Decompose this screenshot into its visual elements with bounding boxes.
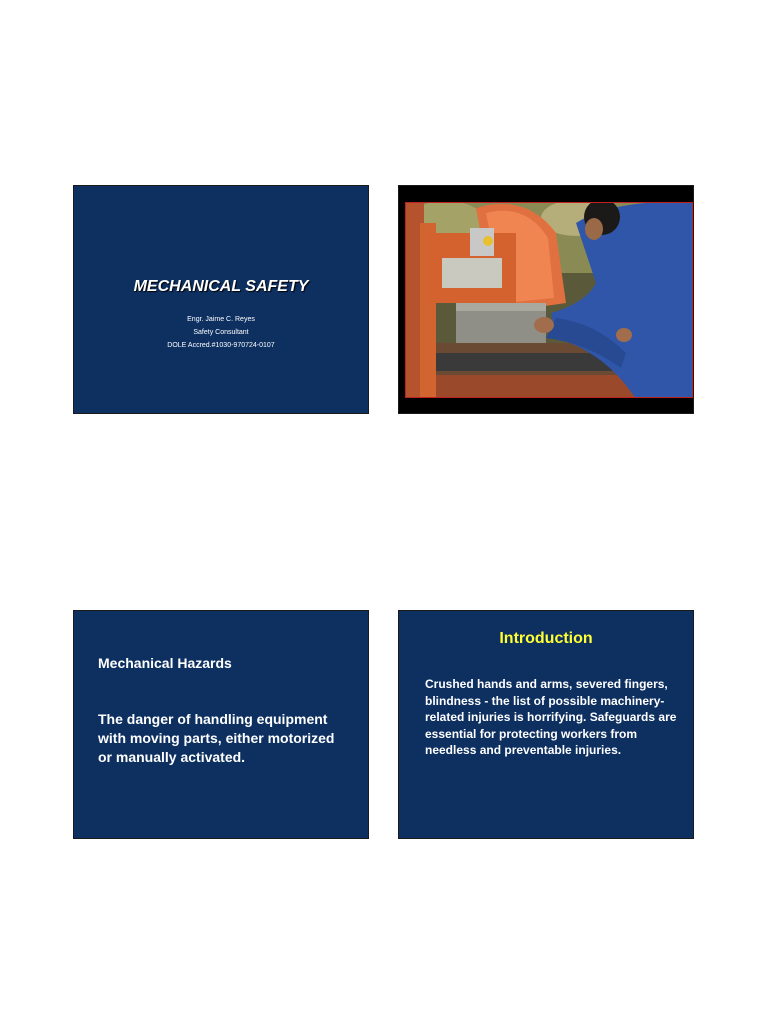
hazards-heading: Mechanical Hazards bbox=[98, 655, 232, 671]
introduction-title: Introduction bbox=[499, 630, 593, 647]
slide-title-heading: MECHANICAL SAFETY bbox=[133, 278, 309, 295]
author-role: Safety Consultant bbox=[193, 329, 249, 336]
author-name: Engr. Jaime C. Reyes bbox=[187, 316, 255, 323]
slide-introduction bbox=[398, 610, 694, 839]
introduction-body: Crushed hands and arms, severed fingers, blindness - the list of possible machinery-related injuries is horrifying. Safeguards are essential for protecting workers from needless and preventable injuries. bbox=[425, 677, 677, 757]
slide-photo bbox=[398, 185, 694, 414]
accreditation-number: DOLE Accred.#1030-970724-0107 bbox=[167, 342, 275, 349]
slide-mechanical-hazards bbox=[73, 610, 369, 839]
slide-title bbox=[73, 185, 369, 414]
saw-worker-photo bbox=[405, 202, 693, 398]
hazards-definition: The danger of handling equipment with moving parts, either motorized or manually activated. bbox=[98, 711, 335, 765]
